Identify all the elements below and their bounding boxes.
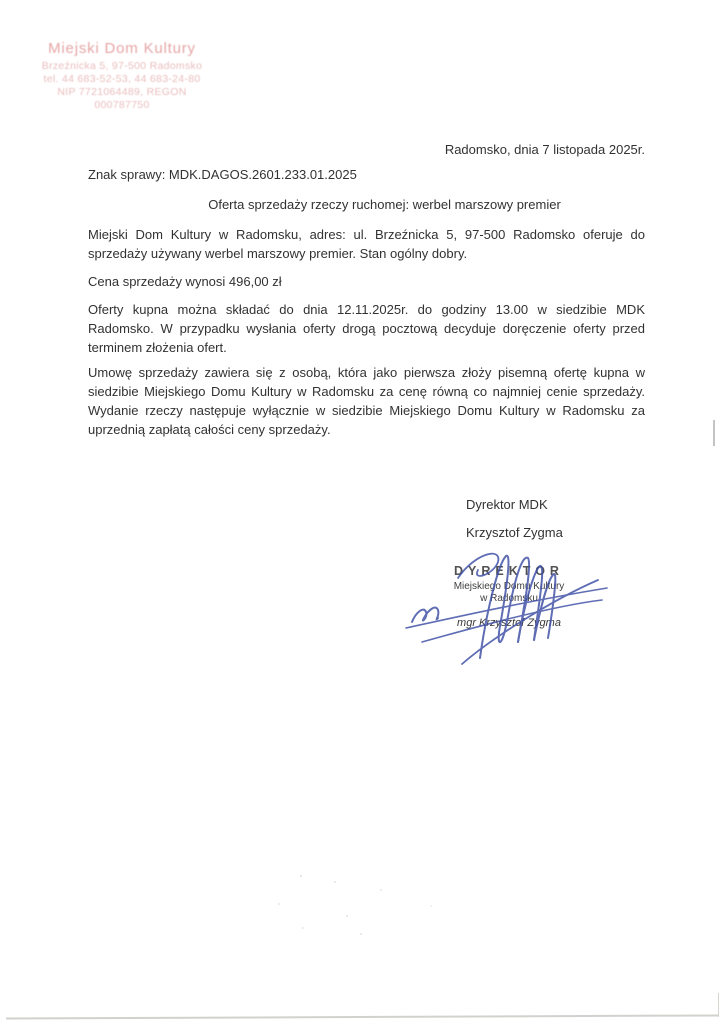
letter-body — [0, 140, 725, 684]
director-stamp-city: w Radomsku — [480, 593, 538, 604]
document-title: Oferta sprzedaży rzeczy ruchomej: werbel marszowy premier — [208, 197, 561, 212]
signatory-name: Krzysztof Zygma — [466, 525, 563, 540]
organization-stamp — [32, 40, 212, 112]
stamp-org-name: Miejski Dom Kultury — [48, 40, 196, 57]
scan-edge-artifact — [713, 420, 715, 446]
stamp-phones: tel. 44 683-52-53, 44 683-24-80 — [43, 73, 201, 85]
scan-speckle-noise — [300, 875, 302, 877]
signatory-role: Dyrektor MDK — [466, 497, 548, 512]
stamp-and-signature-area — [88, 544, 645, 684]
director-stamp-name: mgr Krzysztof Zygma — [457, 617, 561, 629]
handwritten-signature — [402, 544, 617, 669]
paragraph-price: Cena sprzedaży wynosi 496,00 zł — [88, 274, 282, 289]
paragraph-offer-description: Miejski Dom Kultury w Radomsku, adres: ul. Brzeźnicka 5, 97-500 Radomsko oferuje do sprzedaży używany werbel marszowy premier. Stan ogólny dobry. — [88, 227, 645, 261]
signatory-block — [466, 495, 645, 542]
scan-corner-edge — [718, 993, 720, 1017]
date-line: Radomsko, dnia 7 listopada 2025r. — [444, 142, 645, 157]
director-stamp-org: Miejskiego Domu Kultury — [453, 581, 565, 592]
paragraph-deadline: Oferty kupna można składać do dnia 12.11.2025r. do godziny 13.00 w siedzibie MDK Radomsko. W przypadku wysłania oferty drogą pocztową decyduje doręczenie oferty przed terminem złożenia ofert. — [88, 302, 645, 355]
stamp-nip-regon: NIP 7721064489, REGON 000787750 — [57, 86, 187, 111]
case-number: Znak sprawy: MDK.DAGOS.2601.233.01.2025 — [88, 167, 357, 182]
stamp-address: Brzeźnicka 5, 97-500 Radomsko — [41, 60, 203, 72]
scan-bottom-edge — [6, 1014, 719, 1019]
director-stamp-title: DYREKTOR — [454, 564, 564, 578]
paragraph-terms: Umowę sprzedaży zawiera się z osobą, która jako pierwsza złoży pisemną ofertę kupna w siedzibie Miejskiego Domu Kultury w Radomsku za cenę równą co najmniej cenie sprzedaży. Wydanie rzeczy następuje wyłącznie w siedzibie Miejskiego Domu Kultury w Radomsku za uprzednią zapłatą całości ceny sprzedaży. — [88, 365, 645, 437]
